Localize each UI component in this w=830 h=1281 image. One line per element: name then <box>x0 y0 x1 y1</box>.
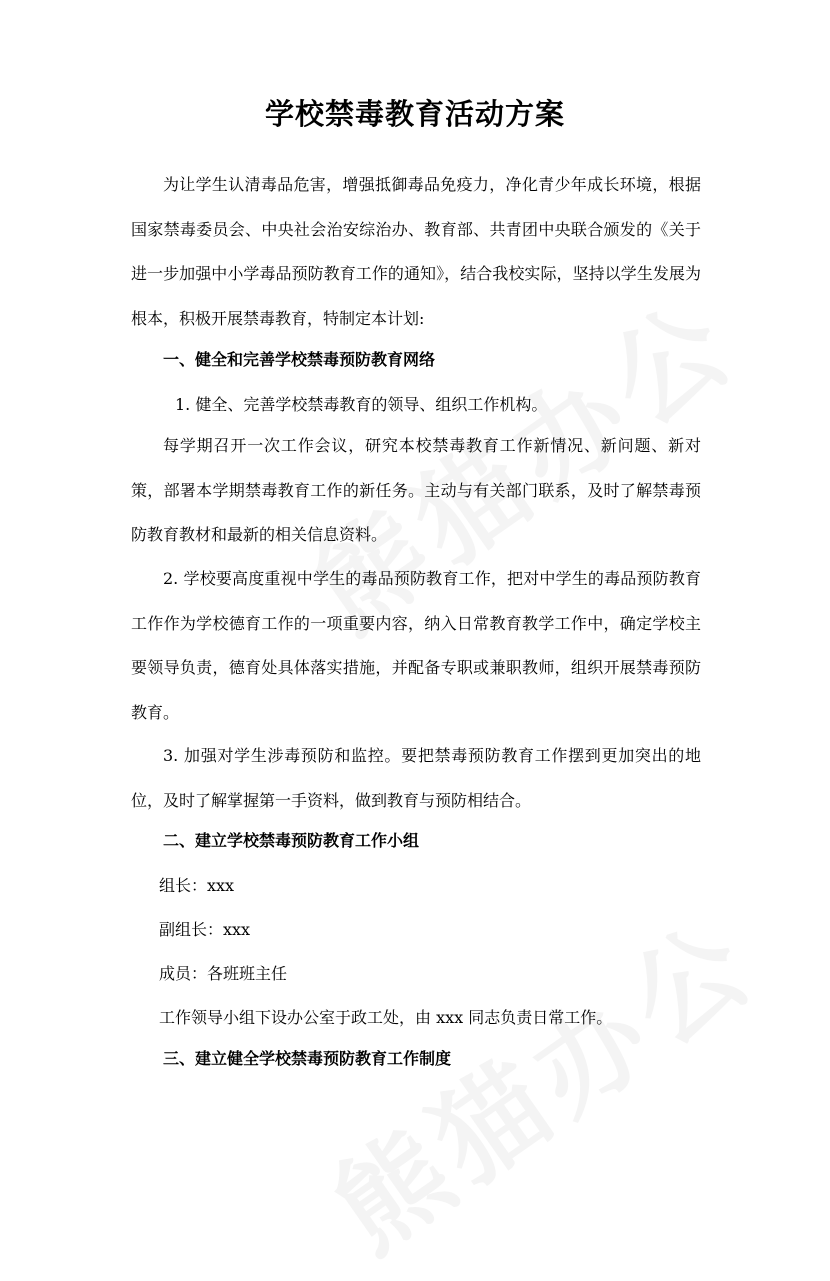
section1-item1-title: 1. 健全、完善学校禁毒教育的领导、组织工作机构。 <box>175 395 548 414</box>
members-line: 成员：各班班主任 <box>159 964 288 983</box>
section1-heading: 一、健全和完善学校禁毒预防教育网络 <box>163 350 436 369</box>
watermark <box>298 877 782 1281</box>
office-line: 工作领导小组下设办公室于政工处，由 xxx 同志负责日常工作。 <box>159 1008 613 1027</box>
leader-line: 组长：xxx <box>159 876 235 895</box>
section1-item3: 3. 加强对学生涉毒预防和监控。要把禁毒预防教育工作摆到更加突出的地位，及时了解掌握第一手资料，做到教育与预防相结合。 <box>131 746 701 810</box>
section2-heading: 二、建立学校禁毒预防教育工作小组 <box>163 831 420 850</box>
section1-item2: 2. 学校要高度重视中学生的毒品预防教育工作，把对中学生的毒品预防教育工作作为学校德育工作的一项重要内容，纳入日常教育教学工作中，确定学校主要领导负责，德育处具体落实措施，并配备专职或兼职教师，组织开展禁毒预防教育。 <box>131 569 701 722</box>
deputy-line: 副组长：xxx <box>159 920 251 939</box>
section1-item1-body: 每学期召开一次工作会议，研究本校禁毒教育工作新情况、新问题、新对策，部署本学期禁毒教育工作的新任务。主动与有关部门联系，及时了解禁毒预防教育教材和最新的相关信息资料。 <box>131 436 701 544</box>
section3-heading: 三、建立健全学校禁毒预防教育工作制度 <box>163 1049 452 1068</box>
intro-paragraph: 为让学生认清毒品危害，增强抵御毒品免疫力，净化青少年成长环境，根据国家禁毒委员会、中央社会治安综治办、教育部、共青团中央联合颁发的《关于进一步加强中小学毒品预防教育工作的通知》，结合我校实际，坚持以学生发展为根本，积极开展禁毒教育，特制定本计划: <box>131 175 701 328</box>
document-title: 学校禁毒教育活动方案 <box>264 97 565 131</box>
